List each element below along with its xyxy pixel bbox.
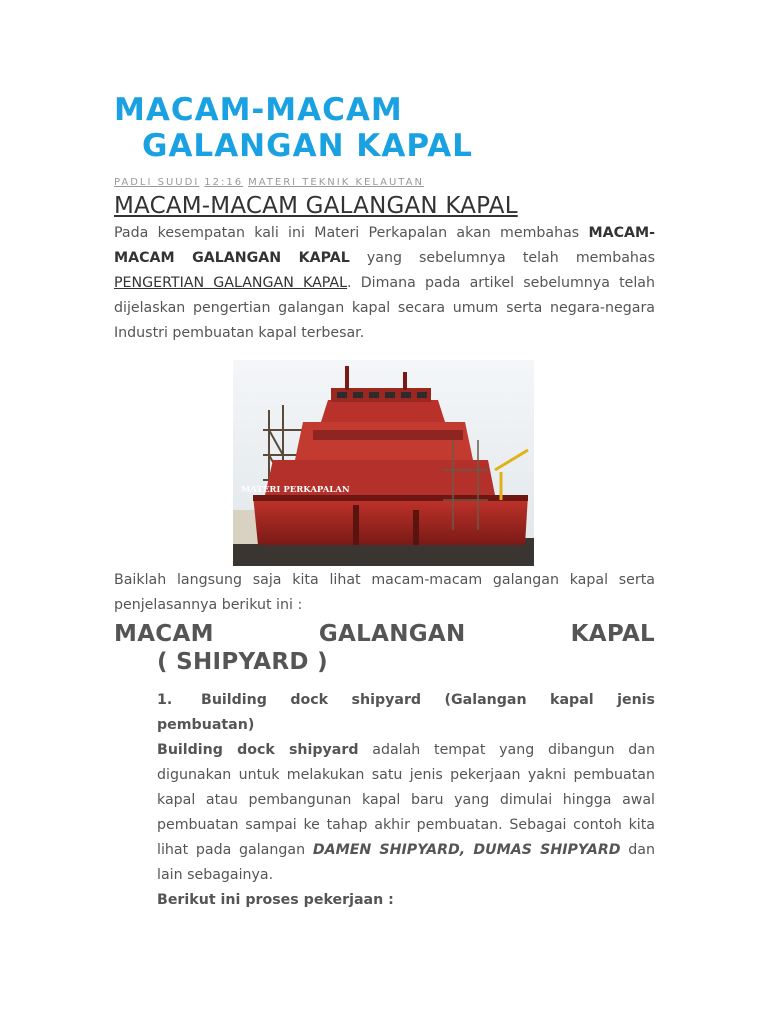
article-heading: MACAM-MACAM GALANGAN KAPAL (114, 193, 518, 219)
item-1 (157, 688, 655, 913)
post-title-line2: GALANGAN KAPAL (142, 128, 473, 164)
time-link[interactable]: 12:16 (204, 177, 244, 188)
post-title-line1: MACAM-MACAM (114, 92, 403, 128)
intro-paragraph (114, 221, 655, 346)
post-title (114, 92, 655, 164)
item-1-text-2: dan lain sebagainya. (157, 842, 655, 883)
section-heading (114, 620, 655, 676)
pengertian-link[interactable]: PENGERTIAN GALANGAN KAPAL (114, 275, 348, 291)
post (114, 92, 655, 913)
item-1-title: Building dock shipyard (Galangan kapal jenis pembuatan) (157, 692, 655, 733)
ship-photo-icon (233, 360, 534, 566)
intro-text-2: yang sebelumnya telah membahas (349, 250, 655, 266)
shipyard-image (233, 360, 534, 566)
post-meta (114, 176, 655, 190)
item-1-heading (157, 688, 655, 738)
intro-text-3: . Dimana pada artikel sebelumnya telah dijelaskan pengertian galangan kapal secara umum serta negara-negara Industri pembuatan kapal terbesar. (114, 275, 655, 341)
section-heading-line2: ( SHIPYARD ) (157, 649, 328, 675)
item-1-example: DAMEN SHIPYARD, DUMAS SHIPYARD (312, 842, 621, 858)
author-link[interactable]: PADLI SUUDI (114, 177, 200, 188)
label-link[interactable]: MATERI TEKNIK KELAUTAN (248, 177, 424, 188)
intro-text-1: Pada kesempatan kali ini Materi Perkapalan akan membahas (114, 225, 589, 241)
lead-paragraph: Baiklah langsung saja kita lihat macam-macam galangan kapal serta penjelasannya berikut ini : (114, 572, 655, 613)
item-1-term: Building dock shipyard (157, 742, 359, 758)
item-1-paragraph (157, 738, 655, 888)
item-1-number: 1. (157, 692, 173, 708)
section-heading-word3: KAPAL (570, 621, 655, 647)
section-heading-word2: GALANGAN (318, 621, 466, 647)
intro-bold: MACAM-MACAM GALANGAN KAPAL (114, 225, 655, 266)
item-1-process: Berikut ini proses pekerjaan : (157, 892, 394, 908)
section-heading-word1: MACAM (114, 621, 214, 647)
image-watermark: MATERI PERKAPALAN (241, 485, 350, 495)
item-1-text-1: adalah tempat yang dibangun dan digunakan untuk melakukan satu jenis pekerjaan yakni pembuatan kapal atau pembangunan kapal baru yang dimulai hingga awal pembuatan sampai ke tahap akhir pembuatan. Sebagai contoh kita lihat pada galangan (157, 742, 655, 858)
